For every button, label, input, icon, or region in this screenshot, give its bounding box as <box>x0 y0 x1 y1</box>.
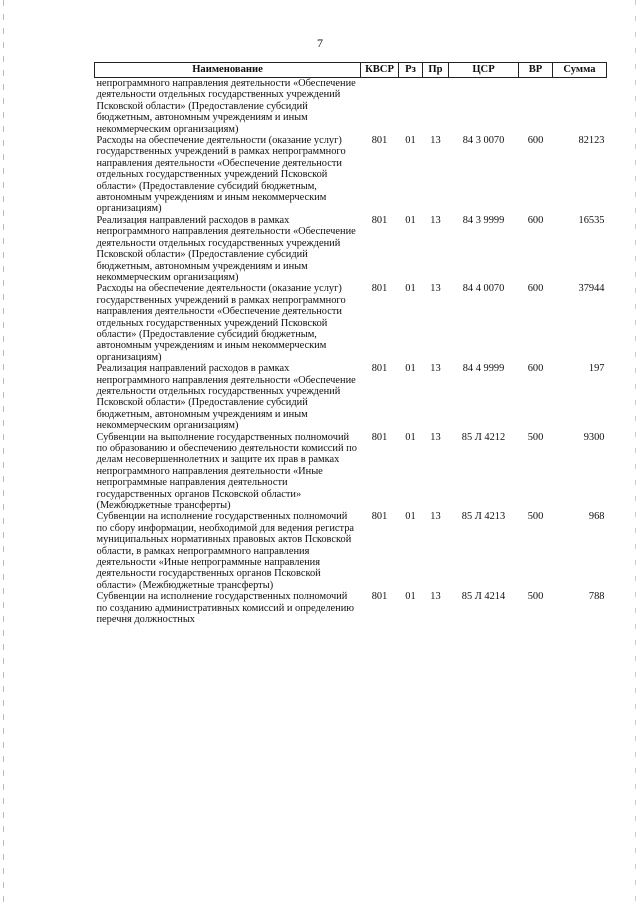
cell-vr: 600 <box>527 283 544 295</box>
header-vr: ВР <box>519 63 553 78</box>
table-body <box>95 78 607 626</box>
scan-edge-right <box>635 0 636 905</box>
cell-rz: 01 <box>405 591 416 603</box>
cell-csr <box>449 78 519 136</box>
cell-vr: 600 <box>527 363 544 375</box>
cell-pr: 13 <box>430 591 441 603</box>
table-row <box>95 283 607 363</box>
table-row <box>95 78 607 136</box>
cell-csr: 84 4 0070 <box>462 283 505 295</box>
cell-rz <box>399 78 423 136</box>
cell-csr: 85 Л 4212 <box>461 431 506 443</box>
cell-sum: 16535 <box>578 214 605 226</box>
cell-pr <box>423 78 449 136</box>
cell-name: непрограммного направления деятельности «Обеспечение деятельности отдельных государственных учреждений Псковской области» (Предоставление субсидий бюджетным, автономным учреждениям и иным некоммерческим организациям) <box>96 78 356 135</box>
header-pr: Пр <box>423 63 449 78</box>
scan-edge-left <box>3 0 4 905</box>
table-row <box>95 135 607 215</box>
cell-rz: 01 <box>405 363 416 375</box>
table-row <box>95 363 607 431</box>
cell-name: Реализация направлений расходов в рамках непрограммного направления деятельности «Обеспечение деятельности отдельных государственных учреждений Псковской области» (Предоставление субсидий бюджетным, автономным учреждениям и иным некоммерческим организациям) <box>96 214 356 283</box>
cell-name: Субвенции на выполнение государственных полномочий по образованию и обеспечению деятельности комиссий по делам несовершеннолетних и защите их прав в рамках непрограммного направления деятельности «Иные непрограммные направления деятельности государственных органов Псковской области» (Межбюджетные трансферты) <box>96 431 357 512</box>
cell-pr: 13 <box>430 283 441 295</box>
cell-rz: 01 <box>405 283 416 295</box>
cell-pr: 13 <box>430 363 441 375</box>
cell-csr: 85 Л 4214 <box>461 591 506 603</box>
cell-name: Субвенции на исполнение государственных полномочий по созданию административных комиссий и определению перечня должностных <box>96 591 355 626</box>
page-number: 7 <box>317 36 323 50</box>
cell-rz: 01 <box>405 511 416 523</box>
cell-sum: 968 <box>588 511 605 523</box>
cell-pr: 13 <box>430 214 441 226</box>
cell-kvsr: 801 <box>371 431 388 443</box>
header-name: Наименование <box>95 63 361 78</box>
table-row <box>95 591 607 625</box>
cell-sum: 82123 <box>578 135 605 147</box>
cell-vr <box>519 78 553 136</box>
cell-csr: 84 3 9999 <box>462 214 505 226</box>
header-kvsr: КВСР <box>361 63 399 78</box>
cell-vr: 500 <box>527 431 544 443</box>
cell-sum: 37944 <box>578 283 605 295</box>
cell-vr: 500 <box>527 591 544 603</box>
table-row <box>95 511 607 591</box>
cell-kvsr: 801 <box>371 214 388 226</box>
cell-sum <box>553 78 607 136</box>
table-row <box>95 432 607 512</box>
cell-rz: 01 <box>405 214 416 226</box>
cell-name: Реализация направлений расходов в рамках непрограммного направления деятельности «Обеспечение деятельности отдельных государственных учреждений Псковской области» (Предоставление субсидий бюджетным, автономным учреждениям и иным некоммерческим организациям) <box>96 363 356 432</box>
cell-sum: 197 <box>588 363 605 375</box>
table-header-row <box>95 63 607 78</box>
cell-rz: 01 <box>405 135 416 147</box>
cell-sum: 788 <box>588 591 605 603</box>
cell-name: Расходы на обеспечение деятельности (оказание услуг) государственных учреждений в рамках непрограммного направления деятельности «Обеспечение деятельности отдельных государственных учреждений Псковской области» (Предоставление субсидий бюджетным, автономным учреждениям и иным некоммерческим организациям) <box>96 283 346 363</box>
header-sum: Сумма <box>553 63 607 78</box>
budget-table <box>94 62 607 626</box>
cell-pr: 13 <box>430 431 441 443</box>
cell-rz: 01 <box>405 431 416 443</box>
table-row <box>95 215 607 283</box>
cell-csr: 84 3 0070 <box>462 135 505 147</box>
cell-sum: 9300 <box>583 431 605 443</box>
cell-pr: 13 <box>430 511 441 523</box>
cell-kvsr: 801 <box>371 363 388 375</box>
cell-vr: 500 <box>527 511 544 523</box>
cell-kvsr <box>361 78 399 136</box>
cell-name: Расходы на обеспечение деятельности (оказание услуг) государственных учреждений в рамках непрограммного направления деятельности «Обеспечение деятельности отдельных государственных учреждений Псковской области» (Предоставление субсидий бюджетным, автономным учреждениям и иным некоммерческим организациям) <box>96 135 346 215</box>
header-csr: ЦСР <box>449 63 519 78</box>
cell-name: Субвенции на исполнение государственных полномочий по сбору информации, необходимой для ведения регистра муниципальных нормативных правовых актов Псковской области, в рамках непрограммного направления деятельности «Иные непрограммные направления деятельности государственных органов Псковской области» (Межбюджетные трансферты) <box>96 511 355 591</box>
cell-csr: 84 4 9999 <box>462 363 505 375</box>
header-rz: Рз <box>399 63 423 78</box>
cell-vr: 600 <box>527 135 544 147</box>
cell-kvsr: 801 <box>371 591 388 603</box>
cell-kvsr: 801 <box>371 283 388 295</box>
cell-vr: 600 <box>527 214 544 226</box>
cell-kvsr: 801 <box>371 135 388 147</box>
cell-csr: 85 Л 4213 <box>461 511 506 523</box>
cell-kvsr: 801 <box>371 511 388 523</box>
cell-pr: 13 <box>430 135 441 147</box>
